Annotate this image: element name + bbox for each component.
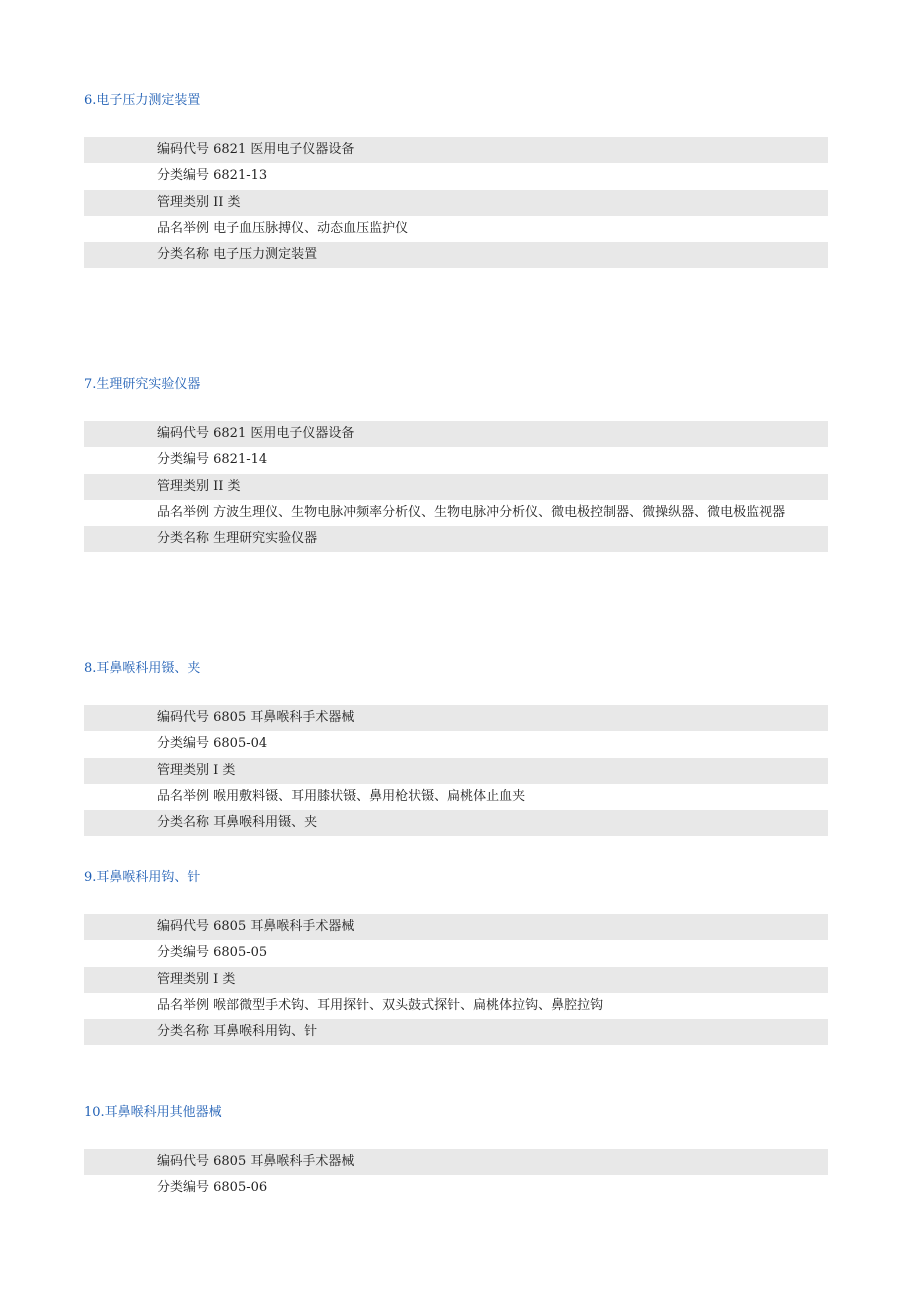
table-row: 管理类别 I 类 xyxy=(84,967,828,993)
table-row: 分类编号 6821-14 xyxy=(157,452,268,468)
table-row: 编码代号 6805 耳鼻喉科手术器械 xyxy=(84,705,828,731)
info-table xyxy=(84,705,828,836)
table-row: 分类编号 6805-05 xyxy=(157,945,268,961)
table-row: 分类名称 耳鼻喉科用镊、夹 xyxy=(84,810,828,836)
section-title: 7.生理研究实验仪器 xyxy=(84,377,201,392)
info-table xyxy=(84,1149,828,1202)
table-row: 分类名称 生理研究实验仪器 xyxy=(84,526,828,552)
info-table xyxy=(84,421,828,552)
section-title: 9.耳鼻喉科用钩、针 xyxy=(84,870,201,885)
table-row: 分类名称 电子压力测定装置 xyxy=(84,242,828,268)
table-row: 品名举例 电子血压脉搏仪、动态血压监护仪 xyxy=(157,220,409,236)
table-row: 品名举例 喉用敷料镊、耳用膝状镊、鼻用枪状镊、扁桃体止血夹 xyxy=(157,788,526,804)
table-row: 编码代号 6821 医用电子仪器设备 xyxy=(84,137,828,163)
table-row: 编码代号 6805 耳鼻喉科手术器械 xyxy=(84,914,828,940)
table-row: 品名举例 喉部微型手术钩、耳用探针、双头鼓式探针、扁桃体拉钩、鼻腔拉钩 xyxy=(157,997,604,1013)
table-row: 管理类别 II 类 xyxy=(84,190,828,216)
table-row: 管理类别 II 类 xyxy=(84,474,828,500)
table-row: 品名举例 方波生理仪、生物电脉冲频率分析仪、生物电脉冲分析仪、微电极控制器、微操纵器、微电极监视器 xyxy=(157,504,786,520)
table-row: 分类名称 耳鼻喉科用钩、针 xyxy=(84,1019,828,1045)
table-row: 编码代号 6805 耳鼻喉科手术器械 xyxy=(84,1149,828,1175)
table-row: 分类编号 6805-04 xyxy=(157,736,268,752)
info-table xyxy=(84,914,828,1045)
table-row: 编码代号 6821 医用电子仪器设备 xyxy=(84,421,828,447)
section-title: 6.电子压力测定装置 xyxy=(84,93,201,108)
table-row: 分类编号 6805-06 xyxy=(157,1180,268,1196)
table-row: 分类编号 6821-13 xyxy=(157,168,268,184)
section-title: 10.耳鼻喉科用其他器械 xyxy=(84,1105,222,1120)
info-table xyxy=(84,137,828,268)
section-title: 8.耳鼻喉科用镊、夹 xyxy=(84,661,201,676)
table-row: 管理类别 I 类 xyxy=(84,758,828,784)
